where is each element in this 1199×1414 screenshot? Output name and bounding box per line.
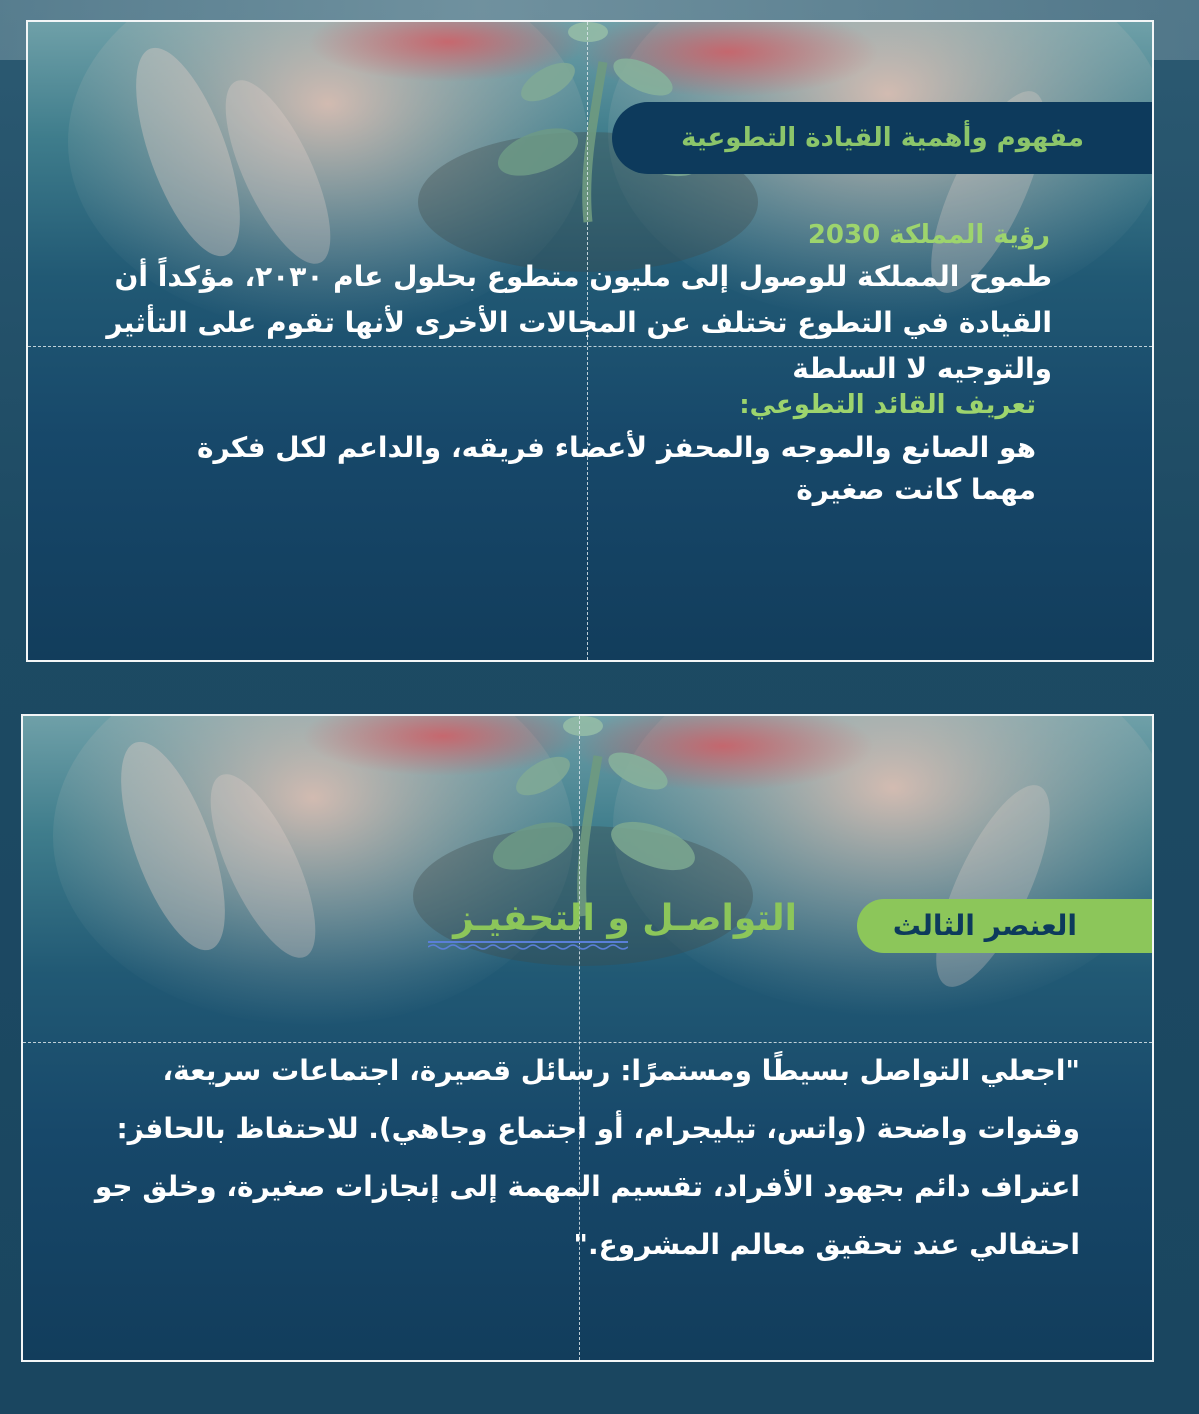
vision-body-text: طموح المملكة للوصول إلى مليون متطوع بحلول عام ٢٠٣٠، مؤكداً أن القيادة في التطوع تختلف عن المجالات الأخرى لأنها تقوم على التأثير والتوجيه لا السلطة	[106, 260, 1052, 385]
slide-concept-leadership[interactable]	[28, 22, 1152, 660]
definition-heading: تعريف القائد التطوعي:	[739, 390, 1036, 420]
vision-heading: رؤية المملكة 2030	[807, 220, 1050, 250]
hands-seedling-image	[23, 716, 1152, 1046]
spellcheck-underline	[428, 938, 628, 952]
slide-communication-motivation[interactable]	[23, 716, 1152, 1360]
element-label-badge: العنصر الثالث	[857, 899, 1152, 953]
definition-body-text: هو الصانع والموجه والمحفز لأعضاء فريقه، والداعم لكل فكرة مهما كانت صغيرة	[196, 431, 1036, 506]
communication-body-text: "اجعلي التواصل بسيطًا ومستمرًا: رسائل قصيرة، اجتماعات سريعة، وقنوات واضحة (واتس، تيليجرام، أو اجتماع وجاهي). للاحتفاظ بالحافز: اعتراف دائم بجهود الأفراد، تقسيم المهمة إلى إنجازات صغيرة، وخلق جو احتفالي عند تحقيق معالم المشروع."	[94, 1054, 1080, 1261]
slide-title: مفهوم وأهمية القيادة التطوعية	[612, 102, 1152, 174]
element-title: التواصـل و التحفيـز	[453, 898, 797, 939]
